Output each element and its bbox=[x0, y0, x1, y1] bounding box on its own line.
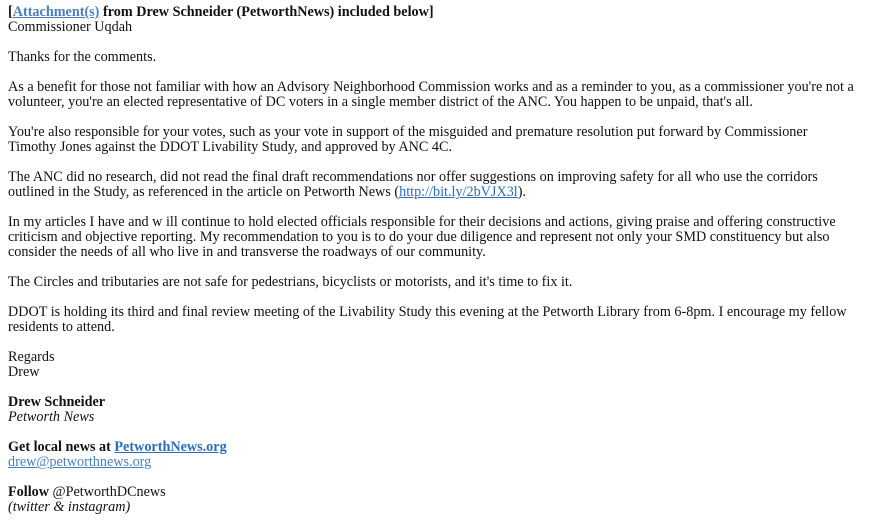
follow-handle: @PetworthDCnews bbox=[48, 484, 166, 500]
local-news-line bbox=[8, 440, 854, 455]
paragraph-research bbox=[8, 170, 854, 200]
closing bbox=[8, 350, 854, 380]
closing-regards: Regards bbox=[8, 349, 55, 365]
follow-block bbox=[8, 485, 854, 515]
paragraph-thanks: Thanks for the comments. bbox=[8, 49, 157, 65]
petworthnews-link[interactable]: PetworthNews.org bbox=[114, 439, 227, 455]
paragraph-research-text: The ANC did no research, did not read the final draft recommendations nor offer suggestions on improving safety for all who use the corridors outlined in the Study, as referenced in the article on Petworth News ( bbox=[8, 169, 818, 200]
paragraph-anc-benefit: As a benefit for those not familiar with how an Advisory Neighborhood Commission works and as a reminder to you, as a commissioner you're not a volunteer, you're an elected representative of DC voters in a single member district of the ANC. You happen to be unpaid, that's all. bbox=[8, 79, 854, 110]
attachments-link[interactable]: Attachment(s) bbox=[12, 4, 100, 20]
bracket-open: [ bbox=[8, 4, 13, 20]
paragraph-ddot-meeting: DDOT is holding its third and final review meeting of the Livability Study this evening at the Petworth Library from 6-8pm. I encourage my fellow residents to attend. bbox=[8, 304, 847, 335]
article-link[interactable]: http://bit.ly/2bVJX3l bbox=[399, 184, 518, 200]
signature-name: Drew Schneider bbox=[8, 394, 106, 410]
paragraph-research-end: ). bbox=[517, 184, 527, 200]
recipient-greeting: Commissioner Uqdah bbox=[8, 19, 133, 35]
follow-note: (twitter & instagram) bbox=[8, 499, 131, 515]
follow-label: Follow bbox=[8, 484, 49, 500]
signature-links bbox=[8, 440, 854, 470]
signature-org: Petworth News bbox=[8, 409, 95, 425]
follow-line bbox=[8, 485, 854, 500]
paragraph-articles: In my articles I have and w ill continue to hold elected officials responsible for their decisions and actions, giving praise and offering constructive criticism and objective reporting. My recommendation to you is to do your due diligence and represent not only your SMD constituency but also consider the needs of all who live in and transverse the roadways of our community. bbox=[8, 214, 836, 260]
attachment-notice bbox=[8, 5, 854, 20]
attachment-notice-text: from Drew Schneider (PetworthNews) included below] bbox=[99, 4, 434, 20]
local-news-label: Get local news at bbox=[8, 439, 115, 455]
signature-block bbox=[8, 395, 854, 425]
paragraph-votes: You're also responsible for your votes, such as your vote in support of the misguided and premature resolution put forward by Commissioner Timothy Jones against the DDOT Livability Study, and approved by ANC 4C. bbox=[8, 124, 808, 155]
attachment-header bbox=[8, 5, 854, 35]
closing-name: Drew bbox=[8, 364, 40, 380]
email-link[interactable]: drew@petworthnews.org bbox=[8, 454, 152, 470]
paragraph-circles: The Circles and tributaries are not safe for pedestrians, bicyclists or motorists, and it's time to fix it. bbox=[8, 274, 573, 290]
